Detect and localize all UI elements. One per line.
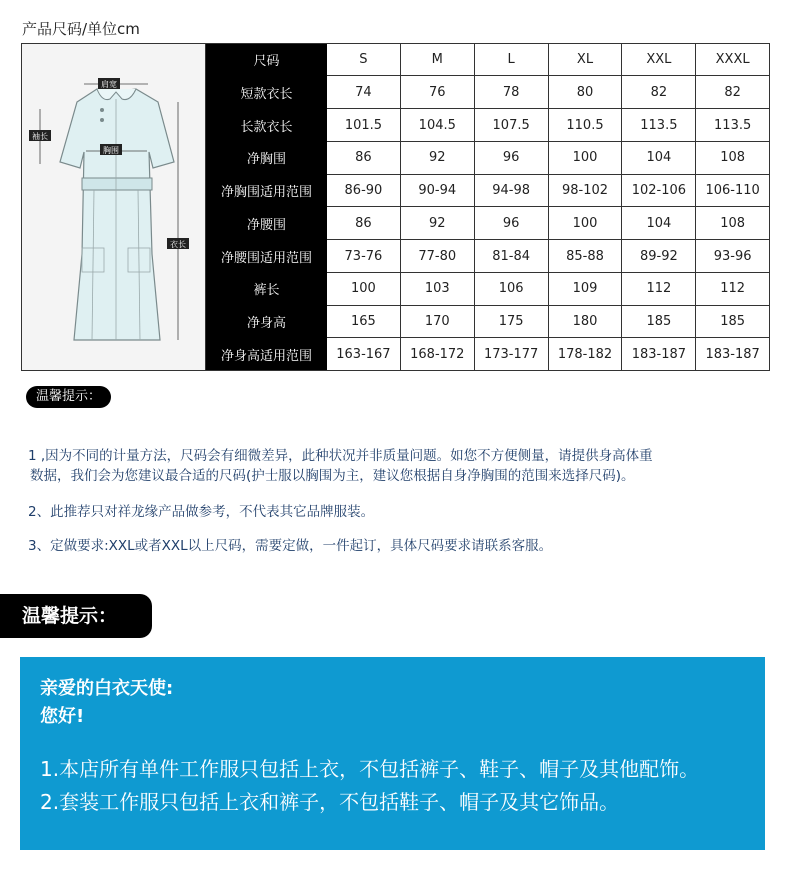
size-row bbox=[207, 109, 770, 142]
size-value-cell: 180 bbox=[548, 305, 622, 338]
size-value-cell: 76 bbox=[400, 76, 474, 109]
sleeve-label: 袖长 bbox=[32, 132, 48, 141]
size-row bbox=[207, 305, 770, 338]
greeting-line-2: 您好! bbox=[40, 706, 85, 727]
row-label-cell: 净腰围 bbox=[207, 207, 327, 240]
note-1 bbox=[28, 446, 748, 486]
size-value-cell: 102-106 bbox=[622, 174, 696, 207]
size-header-cell: XXL bbox=[622, 44, 696, 76]
size-value-cell: 90-94 bbox=[400, 174, 474, 207]
row-label-cell: 净身高 bbox=[207, 305, 327, 338]
size-value-cell: 170 bbox=[400, 305, 474, 338]
note-3: 3、定做要求:XXL或者XXL以上尺码，需要定做，一件起订，具体尺码要求请联系客服。 bbox=[28, 538, 553, 554]
note-1-line-2: 数据，我们会为您建议最合适的尺码(护士服以胸围为主，建议您根据自身净胸围的范围来选择尺码)。 bbox=[30, 468, 635, 484]
size-value-cell: 104.5 bbox=[400, 109, 474, 142]
size-value-cell: 168-172 bbox=[400, 338, 474, 370]
size-value-cell: 85-88 bbox=[548, 240, 622, 273]
row-label-cell: 裤长 bbox=[207, 272, 327, 305]
size-value-cell: 185 bbox=[696, 305, 769, 338]
size-row bbox=[207, 174, 770, 207]
size-value-cell: 113.5 bbox=[696, 109, 769, 142]
size-value-cell: 103 bbox=[400, 272, 474, 305]
note-2: 2、此推荐只对祥龙缘产品做参考，不代表其它品牌服装。 bbox=[28, 504, 375, 520]
size-value-cell: 183-187 bbox=[622, 338, 696, 370]
size-value-cell: 104 bbox=[622, 207, 696, 240]
size-value-cell: 93-96 bbox=[696, 240, 769, 273]
size-value-cell: 108 bbox=[696, 141, 769, 174]
row-label-cell: 尺码 bbox=[207, 44, 327, 76]
size-header-cell: M bbox=[400, 44, 474, 76]
size-value-cell: 86 bbox=[327, 207, 401, 240]
size-value-cell: 100 bbox=[548, 207, 622, 240]
row-label-cell: 净胸围 bbox=[207, 141, 327, 174]
size-value-cell: 113.5 bbox=[622, 109, 696, 142]
greeting bbox=[40, 675, 173, 731]
note-1-line-1: 1 ,因为不同的计量方法，尺码会有细微差异，此种状况并非质量问题。如您不方便侧量，请提供身高体重 bbox=[28, 448, 653, 464]
notice-panel bbox=[20, 657, 765, 850]
size-value-cell: 74 bbox=[327, 76, 401, 109]
size-header-cell: L bbox=[474, 44, 548, 76]
size-value-cell: 112 bbox=[696, 272, 769, 305]
size-value-cell: 100 bbox=[548, 141, 622, 174]
shoulder-label: 肩宽 bbox=[101, 80, 117, 89]
size-value-cell: 112 bbox=[622, 272, 696, 305]
size-value-cell: 100 bbox=[327, 272, 401, 305]
size-value-cell: 86 bbox=[327, 141, 401, 174]
size-value-cell: 82 bbox=[622, 76, 696, 109]
page-title: 产品尺码/单位cm bbox=[22, 20, 140, 38]
greeting-line-1: 亲爱的白衣天使: bbox=[40, 678, 174, 699]
nurse-dress-illustration bbox=[22, 44, 205, 370]
size-value-cell: 89-92 bbox=[622, 240, 696, 273]
size-value-cell: 110.5 bbox=[548, 109, 622, 142]
notes-section bbox=[28, 446, 748, 554]
notice-item-2: 2.套装工作服只包括上衣和裤子，不包括鞋子、帽子及其它饰品。 bbox=[40, 790, 620, 814]
size-value-cell: 185 bbox=[622, 305, 696, 338]
row-label-cell: 短款衣长 bbox=[207, 76, 327, 109]
row-label-cell: 净腰围适用范围 bbox=[207, 240, 327, 273]
length-label: 衣长 bbox=[170, 240, 186, 249]
size-header-row bbox=[207, 44, 770, 76]
size-value-cell: 96 bbox=[474, 141, 548, 174]
size-value-cell: 109 bbox=[548, 272, 622, 305]
size-value-cell: 73-76 bbox=[327, 240, 401, 273]
row-label-cell: 净胸围适用范围 bbox=[207, 174, 327, 207]
size-row bbox=[207, 272, 770, 305]
row-label-cell: 净身高适用范围 bbox=[207, 338, 327, 370]
row-label-cell: 长款衣长 bbox=[207, 109, 327, 142]
size-row bbox=[207, 141, 770, 174]
size-value-cell: 77-80 bbox=[400, 240, 474, 273]
size-value-cell: 94-98 bbox=[474, 174, 548, 207]
size-table bbox=[206, 44, 769, 370]
size-value-cell: 107.5 bbox=[474, 109, 548, 142]
size-value-cell: 86-90 bbox=[327, 174, 401, 207]
size-value-cell: 78 bbox=[474, 76, 548, 109]
size-row bbox=[207, 207, 770, 240]
size-value-cell: 183-187 bbox=[696, 338, 769, 370]
size-value-cell: 106 bbox=[474, 272, 548, 305]
size-value-cell: 92 bbox=[400, 207, 474, 240]
chest-label: 胸围 bbox=[103, 146, 119, 155]
size-value-cell: 106-110 bbox=[696, 174, 769, 207]
size-value-cell: 82 bbox=[696, 76, 769, 109]
size-value-cell: 80 bbox=[548, 76, 622, 109]
size-value-cell: 92 bbox=[400, 141, 474, 174]
size-value-cell: 98-102 bbox=[548, 174, 622, 207]
size-value-cell: 108 bbox=[696, 207, 769, 240]
size-header-cell: XL bbox=[548, 44, 622, 76]
size-value-cell: 104 bbox=[622, 141, 696, 174]
tip-heading-tab: 温馨提示： bbox=[0, 594, 152, 638]
size-chart bbox=[21, 43, 770, 371]
size-header-cell: S bbox=[327, 44, 401, 76]
size-value-cell: 175 bbox=[474, 305, 548, 338]
size-value-cell: 81-84 bbox=[474, 240, 548, 273]
notice-items bbox=[40, 753, 699, 819]
size-row bbox=[207, 240, 770, 273]
size-value-cell: 165 bbox=[327, 305, 401, 338]
garment-diagram bbox=[22, 44, 206, 370]
size-value-cell: 178-182 bbox=[548, 338, 622, 370]
size-row bbox=[207, 338, 770, 370]
size-header-cell: XXXL bbox=[696, 44, 769, 76]
size-row bbox=[207, 76, 770, 109]
size-value-cell: 101.5 bbox=[327, 109, 401, 142]
size-value-cell: 173-177 bbox=[474, 338, 548, 370]
tip-badge: 温馨提示： bbox=[26, 386, 111, 408]
notice-item-1: 1.本店所有单件工作服只包括上衣，不包括裤子、鞋子、帽子及其他配饰。 bbox=[40, 757, 700, 781]
size-value-cell: 163-167 bbox=[327, 338, 401, 370]
size-value-cell: 96 bbox=[474, 207, 548, 240]
